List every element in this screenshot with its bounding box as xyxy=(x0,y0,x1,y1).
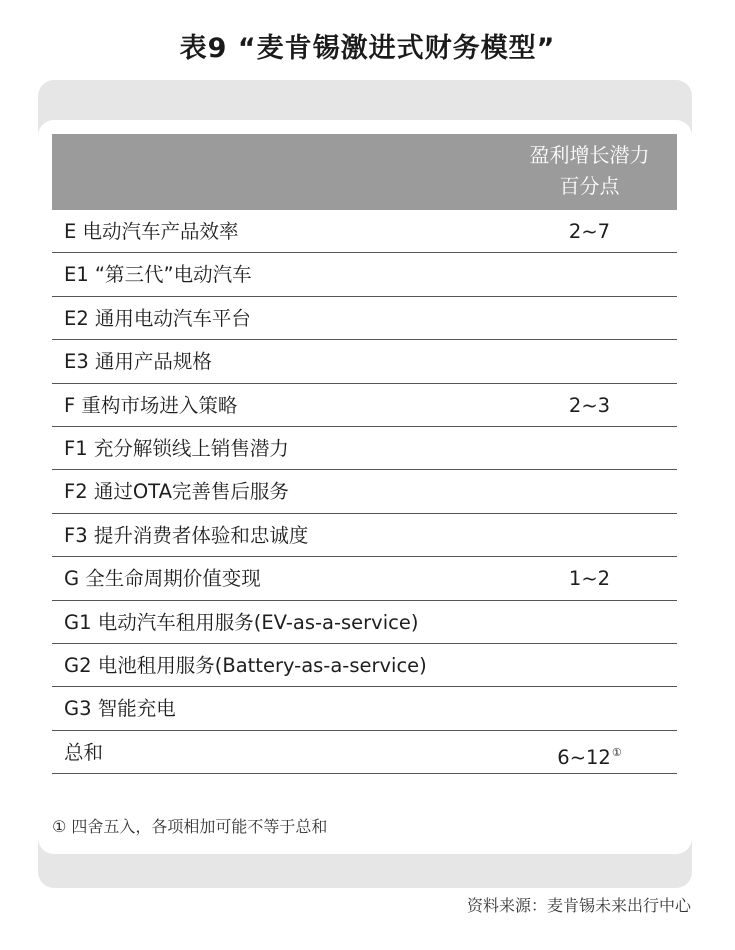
row-label: F2 通过OTA完善售后服务 xyxy=(64,480,289,504)
row-label: F3 提升消费者体验和忠诚度 xyxy=(64,523,309,547)
row-value xyxy=(502,731,677,779)
table-row xyxy=(52,427,677,470)
column-unit: 百分点 xyxy=(559,174,620,198)
row-value xyxy=(502,557,677,600)
row-label: G1 电动汽车租用服务(EV-as-a-service) xyxy=(64,610,419,634)
row-label: E3 通用产品规格 xyxy=(64,350,212,374)
column-header xyxy=(502,140,677,202)
table-row xyxy=(52,210,677,253)
row-label: G 全生命周期价值变现 xyxy=(64,567,261,591)
table-row xyxy=(52,470,677,513)
source-credit: 资料来源：麦肯锡未来出行中心 xyxy=(466,896,691,915)
table-row xyxy=(52,253,677,296)
table-row xyxy=(52,557,677,600)
table-row xyxy=(52,514,677,557)
footnote: ① 四舍五入，各项相加可能不等于总和 xyxy=(52,817,328,836)
value-text: 6~12 xyxy=(557,745,611,769)
table-title: 表9 “麦肯锡激进式财务模型” xyxy=(179,33,556,64)
table-row xyxy=(52,601,677,644)
footnote-marker: ① xyxy=(611,745,622,759)
value-text: 2~7 xyxy=(568,220,611,243)
financial-model-table xyxy=(52,134,677,774)
table-row xyxy=(52,644,677,687)
table-row xyxy=(52,384,677,427)
row-label: E 电动汽车产品效率 xyxy=(64,220,239,243)
row-label: F1 充分解锁线上销售潜力 xyxy=(64,436,289,460)
value-text: 2~3 xyxy=(568,393,611,417)
row-label: F 重构市场进入策略 xyxy=(64,393,238,417)
row-label: E2 通用电动汽车平台 xyxy=(64,306,251,330)
table-row xyxy=(52,297,677,340)
row-label: G2 电池租用服务(Battery-as-a-service) xyxy=(64,653,427,677)
column-title: 盈利增长潜力 xyxy=(529,143,650,167)
table-row xyxy=(52,731,677,774)
row-label: E1 “第三代”电动汽车 xyxy=(64,263,252,287)
table-row xyxy=(52,687,677,730)
table-row xyxy=(52,340,677,383)
value-text: 1~2 xyxy=(568,567,611,591)
row-value xyxy=(502,384,677,427)
table-body xyxy=(52,210,677,774)
table-header xyxy=(52,134,677,210)
row-value xyxy=(502,210,677,253)
row-label: G3 智能充电 xyxy=(64,697,176,721)
row-label: 总和 xyxy=(64,740,104,764)
